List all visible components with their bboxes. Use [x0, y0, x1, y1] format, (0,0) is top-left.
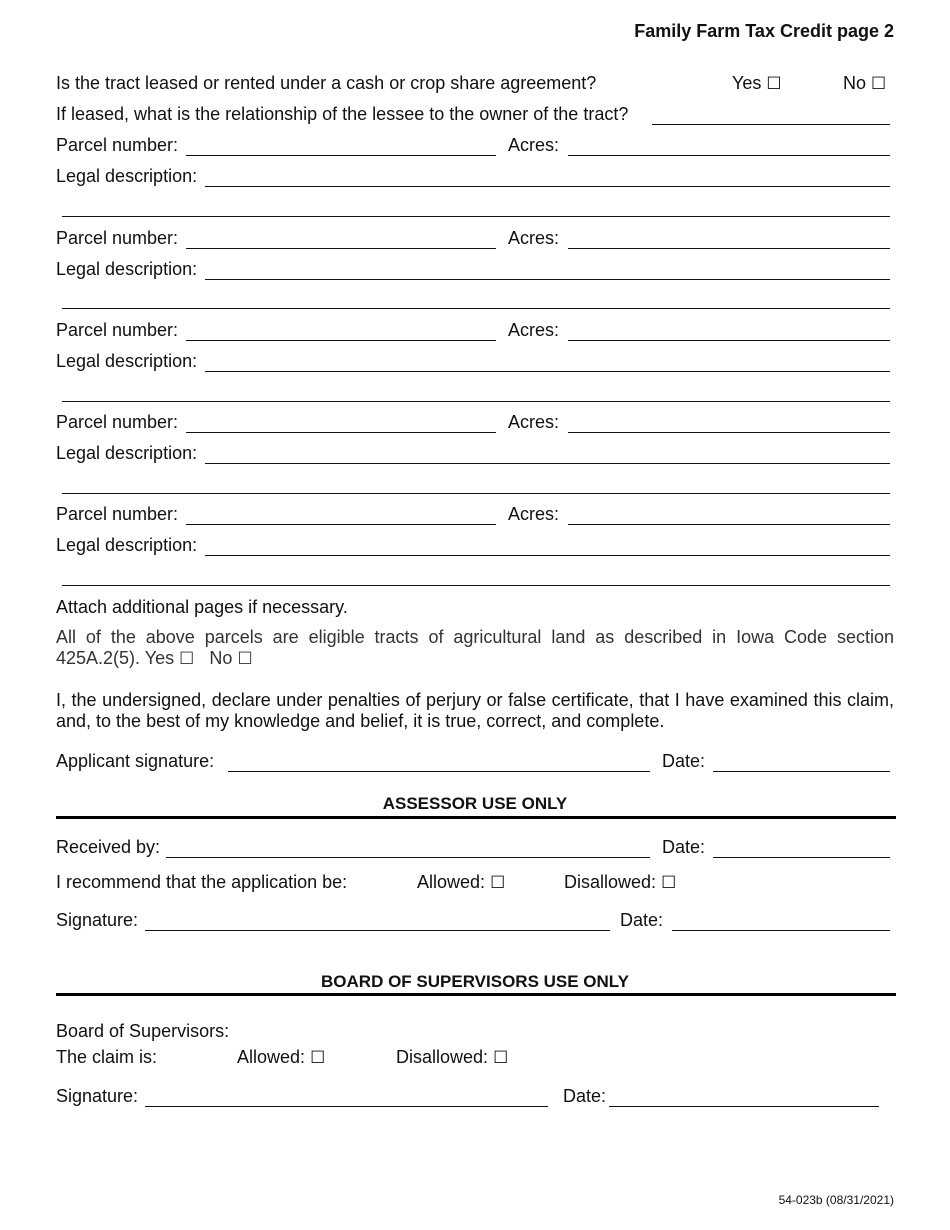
legal-description-label: Legal description: [56, 443, 198, 463]
legal-description-field[interactable] [205, 463, 890, 464]
acres-field[interactable] [568, 432, 890, 433]
acres-field[interactable] [568, 340, 890, 341]
parcel-number-label: Parcel number: [56, 412, 179, 432]
applicant-date-label: Date: [662, 751, 706, 771]
board-disallowed-option[interactable] [396, 1047, 508, 1068]
assessor-divider [56, 816, 896, 819]
legal-description-label: Legal description: [56, 166, 198, 186]
legal-description-continuation[interactable] [62, 401, 890, 402]
board-allowed-label: Allowed: [237, 1047, 306, 1067]
claim-label: The claim is: [56, 1047, 158, 1067]
board-date-label: Date: [563, 1086, 607, 1106]
assessor-signature-date-field[interactable] [672, 930, 890, 931]
assessor-disallowed-option[interactable] [564, 872, 676, 893]
parcel-number-field[interactable] [186, 155, 496, 156]
eligibility-no-option[interactable] [209, 648, 252, 668]
board-allowed-option[interactable] [237, 1047, 325, 1068]
legal-description-label: Legal description: [56, 351, 198, 371]
board-label: Board of Supervisors: [56, 1021, 230, 1041]
legal-description-continuation[interactable] [62, 585, 890, 586]
applicant-signature-label: Applicant signature: [56, 751, 215, 771]
parcel-number-label: Parcel number: [56, 504, 179, 524]
page-title: Family Farm Tax Credit page 2 [634, 21, 894, 41]
lease-yes-checkbox[interactable]: ☐ [766, 74, 782, 94]
legal-description-continuation[interactable] [62, 308, 890, 309]
assessor-disallowed-checkbox[interactable]: ☐ [661, 873, 677, 893]
relationship-field[interactable] [652, 124, 890, 125]
assessor-signature-date-label: Date: [620, 910, 664, 930]
acres-label: Acres: [508, 228, 560, 248]
assessor-allowed-label: Allowed: [417, 872, 486, 892]
board-disallowed-label: Disallowed: [396, 1047, 489, 1067]
assessor-allowed-checkbox[interactable]: ☐ [490, 873, 506, 893]
board-divider [56, 993, 896, 996]
lease-no-option[interactable] [843, 73, 886, 94]
declaration-text: I, the undersigned, declare under penalties of perjury or false certificate, that I have examined this claim, and, to the best of my knowledge and belief, it is true, correct, and complete. [56, 690, 894, 731]
legal-description-field[interactable] [205, 371, 890, 372]
lease-yes-label: Yes [732, 73, 762, 93]
acres-label: Acres: [508, 504, 560, 524]
eligibility-no-checkbox[interactable]: ☐ [237, 649, 253, 669]
legal-description-label: Legal description: [56, 259, 198, 279]
received-date-field[interactable] [713, 857, 890, 858]
board-disallowed-checkbox[interactable]: ☐ [493, 1048, 509, 1068]
eligibility-statement [56, 627, 894, 670]
assessor-signature-field[interactable] [145, 930, 610, 931]
assessor-signature-label: Signature: [56, 910, 139, 930]
board-signature-field[interactable] [145, 1106, 548, 1107]
acres-label: Acres: [508, 320, 560, 340]
eligibility-text: All of the above parcels are eligible tracts of agricultural land as described in Iowa Code section 425A.2(5). [56, 627, 894, 668]
parcel-number-field[interactable] [186, 432, 496, 433]
legal-description-field[interactable] [205, 186, 890, 187]
assessor-allowed-option[interactable] [417, 872, 505, 893]
legal-description-continuation[interactable] [62, 493, 890, 494]
parcel-number-label: Parcel number: [56, 320, 179, 340]
board-signature-label: Signature: [56, 1086, 139, 1106]
attach-note: Attach additional pages if necessary. [56, 597, 348, 617]
acres-label: Acres: [508, 135, 560, 155]
board-allowed-checkbox[interactable]: ☐ [310, 1048, 326, 1068]
acres-field[interactable] [568, 155, 890, 156]
acres-label: Acres: [508, 412, 560, 432]
applicant-date-field[interactable] [713, 771, 890, 772]
parcel-number-label: Parcel number: [56, 135, 179, 155]
relationship-label: If leased, what is the relationship of the lessee to the owner of the tract? [56, 104, 629, 124]
assessor-disallowed-label: Disallowed: [564, 872, 657, 892]
lease-no-label: No [843, 73, 867, 93]
board-heading: BOARD OF SUPERVISORS USE ONLY [321, 972, 629, 991]
received-date-label: Date: [662, 837, 706, 857]
received-by-field[interactable] [166, 857, 650, 858]
legal-description-field[interactable] [205, 555, 890, 556]
lease-no-checkbox[interactable]: ☐ [871, 74, 887, 94]
assessor-heading: ASSESSOR USE ONLY [382, 794, 568, 813]
eligibility-yes-checkbox[interactable]: ☐ [179, 649, 195, 669]
parcel-number-field[interactable] [186, 524, 496, 525]
parcel-number-field[interactable] [186, 340, 496, 341]
eligibility-no-label: No [209, 648, 233, 668]
form-id: 54-023b (08/31/2021) [778, 1193, 894, 1207]
acres-field[interactable] [568, 248, 890, 249]
eligibility-yes-option[interactable] [145, 648, 195, 668]
acres-field[interactable] [568, 524, 890, 525]
lease-question: Is the tract leased or rented under a cash or crop share agreement? [56, 73, 597, 93]
parcel-number-label: Parcel number: [56, 228, 179, 248]
legal-description-field[interactable] [205, 279, 890, 280]
recommend-label: I recommend that the application be: [56, 872, 348, 892]
lease-yes-option[interactable] [732, 73, 782, 94]
received-by-label: Received by: [56, 837, 161, 857]
eligibility-yes-label: Yes [144, 648, 175, 668]
applicant-signature-field[interactable] [228, 771, 650, 772]
legal-description-continuation[interactable] [62, 216, 890, 217]
parcel-number-field[interactable] [186, 248, 496, 249]
legal-description-label: Legal description: [56, 535, 198, 555]
board-date-field[interactable] [609, 1106, 879, 1107]
